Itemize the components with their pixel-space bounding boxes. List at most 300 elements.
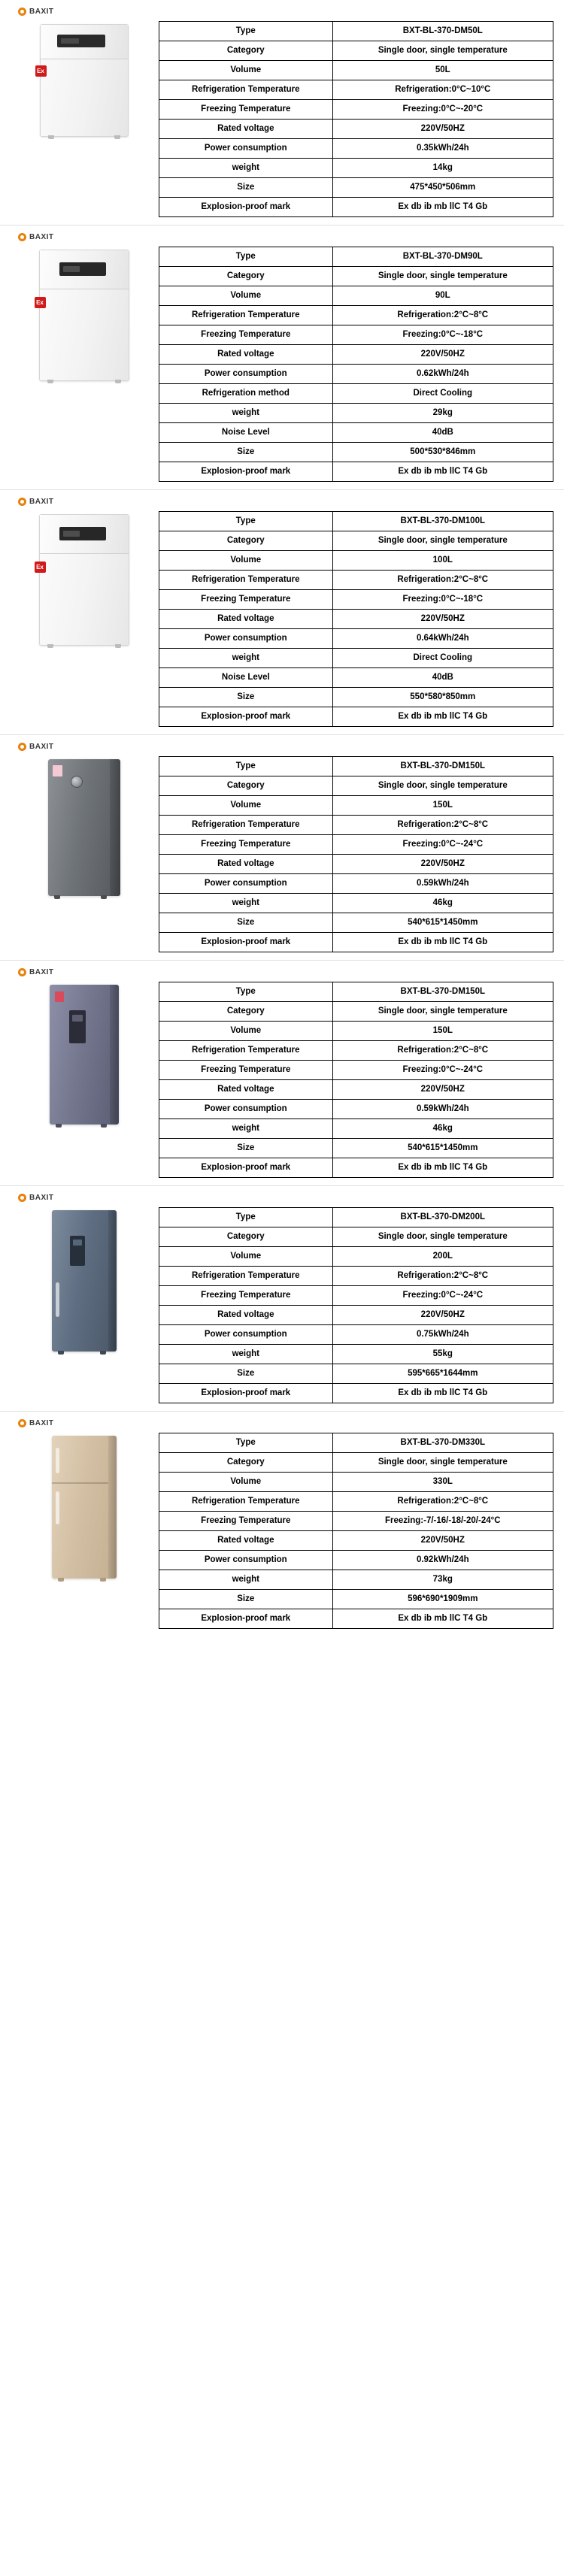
table-row	[159, 1492, 553, 1512]
upper-door-handle-icon	[56, 1448, 59, 1473]
table-row	[159, 512, 553, 531]
spec-value: 40dB	[332, 668, 553, 688]
table-row	[159, 590, 553, 610]
spec-label: Power consumption	[159, 139, 333, 159]
product-card	[0, 1186, 564, 1411]
spec-label: Power consumption	[159, 1100, 333, 1119]
table-row	[159, 1531, 553, 1551]
spec-value: Ex db ib mb llC T4 Gb	[332, 198, 553, 217]
brand-mark-icon	[18, 968, 26, 976]
spec-label: Rated voltage	[159, 120, 333, 139]
spec-value: Freezing:0°C~-24°C	[332, 835, 553, 855]
spec-value: 220V/50HZ	[332, 1080, 553, 1100]
table-row	[159, 365, 553, 384]
spec-value: 40dB	[332, 423, 553, 443]
spec-value: Ex db ib mb llC T4 Gb	[332, 1609, 553, 1629]
table-row	[159, 1590, 553, 1609]
door-handle-icon	[56, 1282, 59, 1317]
brand-mark-icon	[18, 743, 26, 751]
table-row	[159, 707, 553, 727]
spec-label: Category	[159, 1002, 333, 1022]
spec-table	[159, 1433, 553, 1629]
spec-value: 0.75kWh/24h	[332, 1325, 553, 1345]
table-row	[159, 100, 553, 120]
spec-value: Freezing:0°C~-18°C	[332, 325, 553, 345]
spec-value: Freezing:0°C~-20°C	[332, 100, 553, 120]
spec-value: 220V/50HZ	[332, 1531, 553, 1551]
spec-value: 150L	[332, 796, 553, 816]
spec-label: Volume	[159, 551, 333, 571]
spec-value: Freezing:0°C~-24°C	[332, 1286, 553, 1306]
spec-value: 0.59kWh/24h	[332, 874, 553, 894]
fridge-foot-right	[101, 1124, 107, 1128]
spec-value: Single door, single temperature	[332, 1453, 553, 1473]
spec-label: Power consumption	[159, 1325, 333, 1345]
spec-value: 540*615*1450mm	[332, 913, 553, 933]
spec-label: Rated voltage	[159, 1080, 333, 1100]
spec-value: 46kg	[332, 1119, 553, 1139]
table-row	[159, 1473, 553, 1492]
explosion-proof-label-icon: Ex	[35, 65, 47, 77]
table-row	[159, 462, 553, 482]
spec-value: Refrigeration:0°C~10°C	[332, 80, 553, 100]
spec-label: Volume	[159, 286, 333, 306]
table-row	[159, 1208, 553, 1227]
product-image	[11, 982, 157, 1125]
spec-label: Category	[159, 1227, 333, 1247]
brand-mark-icon	[18, 1419, 26, 1427]
fridge-foot-left	[58, 1351, 64, 1355]
table-row	[159, 1325, 553, 1345]
table-row	[159, 835, 553, 855]
fridge-side-panel	[110, 759, 120, 896]
fridge-side-panel	[108, 1436, 117, 1579]
spec-value: BXT-BL-370-DM200L	[332, 1208, 553, 1227]
spec-label: Noise Level	[159, 668, 333, 688]
door-label-icon	[53, 765, 62, 776]
brand-name: BAXIT	[29, 967, 54, 976]
spec-table	[159, 21, 553, 217]
product-card	[0, 226, 564, 489]
spec-value: Freezing:-7/-16/-18/-20/-24°C	[332, 1512, 553, 1531]
spec-label: Freezing Temperature	[159, 835, 333, 855]
spec-value: Freezing:0°C~-24°C	[332, 1061, 553, 1080]
spec-value: 220V/50HZ	[332, 1306, 553, 1325]
table-row	[159, 1551, 553, 1570]
product-image	[11, 511, 157, 646]
table-row	[159, 610, 553, 629]
table-row	[159, 443, 553, 462]
spec-table	[159, 1207, 553, 1403]
table-row	[159, 120, 553, 139]
spec-table	[159, 511, 553, 727]
control-panel-icon	[69, 1010, 86, 1043]
fridge-foot-left	[47, 644, 53, 648]
table-row	[159, 1267, 553, 1286]
spec-label: weight	[159, 1119, 333, 1139]
spec-value: 540*615*1450mm	[332, 1139, 553, 1158]
brand-logo	[18, 6, 553, 17]
spec-label: Size	[159, 688, 333, 707]
control-panel-icon	[59, 527, 106, 540]
spec-label: Type	[159, 512, 333, 531]
spec-label: Size	[159, 443, 333, 462]
brand-logo	[18, 1418, 553, 1428]
spec-value: Ex db ib mb llC T4 Gb	[332, 707, 553, 727]
fridge-foot-left	[47, 380, 53, 383]
spec-table	[159, 982, 553, 1178]
spec-label: weight	[159, 1345, 333, 1364]
spec-label: Category	[159, 1453, 333, 1473]
spec-label: weight	[159, 894, 333, 913]
spec-label: weight	[159, 649, 333, 668]
product-card	[0, 0, 564, 225]
spec-value: Single door, single temperature	[332, 1002, 553, 1022]
fridge-side-panel	[110, 985, 119, 1125]
explosion-proof-label-icon: Ex	[35, 562, 46, 573]
spec-value: 150L	[332, 1022, 553, 1041]
table-row	[159, 531, 553, 551]
spec-value: Single door, single temperature	[332, 776, 553, 796]
spec-label: Power consumption	[159, 874, 333, 894]
door-handle-icon	[56, 1491, 59, 1524]
spec-label: Type	[159, 247, 333, 267]
door-knob-icon	[71, 776, 83, 788]
product-image	[11, 756, 157, 896]
table-row	[159, 913, 553, 933]
spec-label: Refrigeration Temperature	[159, 1267, 333, 1286]
spec-label: Freezing Temperature	[159, 590, 333, 610]
spec-label: Category	[159, 531, 333, 551]
table-row	[159, 816, 553, 835]
spec-label: Type	[159, 757, 333, 776]
control-panel-icon	[59, 262, 106, 276]
fridge-foot-right	[101, 895, 107, 899]
product-card	[0, 961, 564, 1185]
brand-name: BAXIT	[29, 7, 54, 16]
table-row	[159, 198, 553, 217]
spec-label: Refrigeration Temperature	[159, 1492, 333, 1512]
spec-value: Refrigeration:2°C~8°C	[332, 1041, 553, 1061]
table-row	[159, 894, 553, 913]
table-row	[159, 874, 553, 894]
spec-value: Direct Cooling	[332, 384, 553, 404]
brand-mark-icon	[18, 498, 26, 506]
spec-value: 0.92kWh/24h	[332, 1551, 553, 1570]
spec-label: Refrigeration method	[159, 384, 333, 404]
spec-label: Size	[159, 178, 333, 198]
fridge-foot-right	[114, 135, 120, 139]
product-card	[0, 735, 564, 960]
fridge-gold-upright-330l-illustration	[52, 1436, 117, 1579]
spec-label: Explosion-proof mark	[159, 198, 333, 217]
brand-mark-icon	[18, 1194, 26, 1202]
spec-value: 0.35kWh/24h	[332, 139, 553, 159]
table-row	[159, 1512, 553, 1531]
spec-value: 330L	[332, 1473, 553, 1492]
table-row	[159, 1100, 553, 1119]
fridge-foot-left	[58, 1578, 64, 1582]
table-row	[159, 247, 553, 267]
table-row	[159, 345, 553, 365]
spec-label: Rated voltage	[159, 1531, 333, 1551]
brand-logo	[18, 1192, 553, 1203]
spec-value: 55kg	[332, 1345, 553, 1364]
spec-label: Size	[159, 1139, 333, 1158]
table-row	[159, 286, 553, 306]
table-row	[159, 325, 553, 345]
spec-value: BXT-BL-370-DM90L	[332, 247, 553, 267]
table-row	[159, 855, 553, 874]
table-row	[159, 80, 553, 100]
spec-value: Refrigeration:2°C~8°C	[332, 1267, 553, 1286]
table-row	[159, 1227, 553, 1247]
brand-logo	[18, 496, 553, 507]
spec-label: Power consumption	[159, 629, 333, 649]
table-row	[159, 757, 553, 776]
product-image	[11, 1207, 157, 1352]
table-row	[159, 1080, 553, 1100]
spec-value: BXT-BL-370-DM150L	[332, 757, 553, 776]
spec-label: Refrigeration Temperature	[159, 571, 333, 590]
table-row	[159, 1061, 553, 1080]
fridge-side-panel	[108, 1210, 117, 1352]
spec-label: Category	[159, 267, 333, 286]
spec-label: Freezing Temperature	[159, 1512, 333, 1531]
table-row	[159, 629, 553, 649]
spec-label: Freezing Temperature	[159, 1061, 333, 1080]
product-image	[11, 1433, 157, 1579]
table-row	[159, 1119, 553, 1139]
table-row	[159, 61, 553, 80]
spec-value: Refrigeration:2°C~8°C	[332, 306, 553, 325]
spec-label: Volume	[159, 1022, 333, 1041]
control-panel-icon	[70, 1236, 85, 1266]
table-row	[159, 423, 553, 443]
table-row	[159, 1158, 553, 1178]
table-row	[159, 1041, 553, 1061]
table-row	[159, 933, 553, 952]
fridge-foot-right	[100, 1578, 106, 1582]
brand-logo	[18, 741, 553, 752]
fridge-foot-right	[115, 380, 121, 383]
table-row	[159, 1364, 553, 1384]
spec-label: Freezing Temperature	[159, 325, 333, 345]
spec-value: Single door, single temperature	[332, 1227, 553, 1247]
spec-label: Type	[159, 982, 333, 1002]
table-row	[159, 1286, 553, 1306]
spec-value: 50L	[332, 61, 553, 80]
table-row	[159, 384, 553, 404]
spec-value: Single door, single temperature	[332, 531, 553, 551]
table-row	[159, 776, 553, 796]
fridge-white-top-panel-50l-illustration	[37, 24, 129, 137]
spec-label: Category	[159, 41, 333, 61]
spec-label: Rated voltage	[159, 345, 333, 365]
spec-value: Refrigeration:2°C~8°C	[332, 816, 553, 835]
table-row	[159, 1433, 553, 1453]
fridge-blue-upright-200l-illustration	[52, 1210, 117, 1352]
table-row	[159, 688, 553, 707]
spec-value: 220V/50HZ	[332, 855, 553, 874]
table-row	[159, 796, 553, 816]
spec-label: Explosion-proof mark	[159, 1384, 333, 1403]
spec-value: BXT-BL-370-DM100L	[332, 512, 553, 531]
spec-label: Explosion-proof mark	[159, 1158, 333, 1178]
spec-value: 73kg	[332, 1570, 553, 1590]
table-row	[159, 41, 553, 61]
table-row	[159, 1570, 553, 1590]
table-row	[159, 982, 553, 1002]
spec-label: weight	[159, 159, 333, 178]
spec-label: Explosion-proof mark	[159, 933, 333, 952]
spec-value: Single door, single temperature	[332, 267, 553, 286]
table-row	[159, 306, 553, 325]
product-card	[0, 490, 564, 734]
spec-value: Ex db ib mb llC T4 Gb	[332, 1158, 553, 1178]
spec-label: Volume	[159, 61, 333, 80]
brand-name: BAXIT	[29, 1193, 54, 1202]
spec-value: Refrigeration:2°C~8°C	[332, 571, 553, 590]
spec-label: Rated voltage	[159, 855, 333, 874]
spec-label: Type	[159, 22, 333, 41]
spec-value: Freezing:0°C~-18°C	[332, 590, 553, 610]
spec-value: 46kg	[332, 894, 553, 913]
brand-mark-icon	[18, 8, 26, 16]
spec-value: 550*580*850mm	[332, 688, 553, 707]
fridge-gray-upright-150l-illustration	[48, 759, 120, 896]
spec-value: 220V/50HZ	[332, 345, 553, 365]
table-row	[159, 159, 553, 178]
spec-value: Ex db ib mb llC T4 Gb	[332, 933, 553, 952]
spec-value: 475*450*506mm	[332, 178, 553, 198]
brand-logo	[18, 967, 553, 977]
spec-label: Category	[159, 776, 333, 796]
table-row	[159, 1022, 553, 1041]
spec-label: Refrigeration Temperature	[159, 816, 333, 835]
spec-table	[159, 756, 553, 952]
spec-label: Power consumption	[159, 365, 333, 384]
table-row	[159, 1306, 553, 1325]
spec-value: 90L	[332, 286, 553, 306]
spec-label: Explosion-proof mark	[159, 462, 333, 482]
table-row	[159, 1247, 553, 1267]
table-row	[159, 1139, 553, 1158]
product-image	[11, 247, 157, 381]
table-row	[159, 1002, 553, 1022]
fridge-foot-left	[48, 135, 54, 139]
fridge-white-top-panel-100l-illustration	[36, 514, 129, 646]
brand-name: BAXIT	[29, 742, 54, 751]
spec-value: 0.62kWh/24h	[332, 365, 553, 384]
spec-value: 596*690*1909mm	[332, 1590, 553, 1609]
spec-label: Size	[159, 1590, 333, 1609]
fridge-foot-left	[56, 1124, 62, 1128]
fridge-foot-left	[54, 895, 60, 899]
table-row	[159, 22, 553, 41]
product-image	[11, 21, 157, 137]
spec-label: Refrigeration Temperature	[159, 80, 333, 100]
explosion-proof-label-icon: Ex	[35, 297, 46, 308]
spec-label: Rated voltage	[159, 1306, 333, 1325]
spec-value: Refrigeration:2°C~8°C	[332, 1492, 553, 1512]
spec-label: Freezing Temperature	[159, 100, 333, 120]
spec-value: 500*530*846mm	[332, 443, 553, 462]
brand-name: BAXIT	[29, 1418, 54, 1427]
spec-label: Size	[159, 913, 333, 933]
product-card	[0, 1412, 564, 1636]
spec-label: weight	[159, 404, 333, 423]
spec-label: Rated voltage	[159, 610, 333, 629]
spec-label: Explosion-proof mark	[159, 707, 333, 727]
fridge-purple-upright-150l-illustration	[50, 985, 119, 1125]
table-row	[159, 1609, 553, 1629]
spec-value: 0.59kWh/24h	[332, 1100, 553, 1119]
table-row	[159, 649, 553, 668]
spec-label: Noise Level	[159, 423, 333, 443]
spec-label: Power consumption	[159, 1551, 333, 1570]
spec-value: 595*665*1644mm	[332, 1364, 553, 1384]
brand-logo	[18, 232, 553, 242]
table-row	[159, 267, 553, 286]
brand-name: BAXIT	[29, 232, 54, 241]
spec-value: 220V/50HZ	[332, 610, 553, 629]
table-row	[159, 178, 553, 198]
table-row	[159, 1345, 553, 1364]
fridge-foot-right	[115, 644, 121, 648]
spec-value: Direct Cooling	[332, 649, 553, 668]
table-row	[159, 571, 553, 590]
spec-value: BXT-BL-370-DM150L	[332, 982, 553, 1002]
spec-value: Ex db ib mb llC T4 Gb	[332, 462, 553, 482]
spec-label: Explosion-proof mark	[159, 1609, 333, 1629]
door-split-line	[52, 1482, 108, 1484]
table-row	[159, 551, 553, 571]
table-row	[159, 1453, 553, 1473]
spec-value: BXT-BL-370-DM330L	[332, 1433, 553, 1453]
control-panel-icon	[57, 35, 105, 47]
spec-value: BXT-BL-370-DM50L	[332, 22, 553, 41]
spec-label: Volume	[159, 1473, 333, 1492]
spec-label: Refrigeration Temperature	[159, 1041, 333, 1061]
door-label-icon	[55, 991, 64, 1002]
spec-label: Volume	[159, 796, 333, 816]
spec-value: Ex db ib mb llC T4 Gb	[332, 1384, 553, 1403]
spec-label: weight	[159, 1570, 333, 1590]
spec-table	[159, 247, 553, 482]
spec-value: 100L	[332, 551, 553, 571]
spec-value: 29kg	[332, 404, 553, 423]
table-row	[159, 668, 553, 688]
spec-label: Freezing Temperature	[159, 1286, 333, 1306]
spec-value: 0.64kWh/24h	[332, 629, 553, 649]
spec-label: Type	[159, 1433, 333, 1453]
fridge-foot-right	[100, 1351, 106, 1355]
spec-value: Single door, single temperature	[332, 41, 553, 61]
table-row	[159, 139, 553, 159]
brand-name: BAXIT	[29, 497, 54, 506]
spec-value: 220V/50HZ	[332, 120, 553, 139]
fridge-white-top-panel-90l-illustration	[36, 250, 129, 381]
spec-value: 200L	[332, 1247, 553, 1267]
brand-mark-icon	[18, 233, 26, 241]
spec-label: Refrigeration Temperature	[159, 306, 333, 325]
spec-value: 14kg	[332, 159, 553, 178]
spec-label: Size	[159, 1364, 333, 1384]
table-row	[159, 404, 553, 423]
table-row	[159, 1384, 553, 1403]
spec-label: Volume	[159, 1247, 333, 1267]
